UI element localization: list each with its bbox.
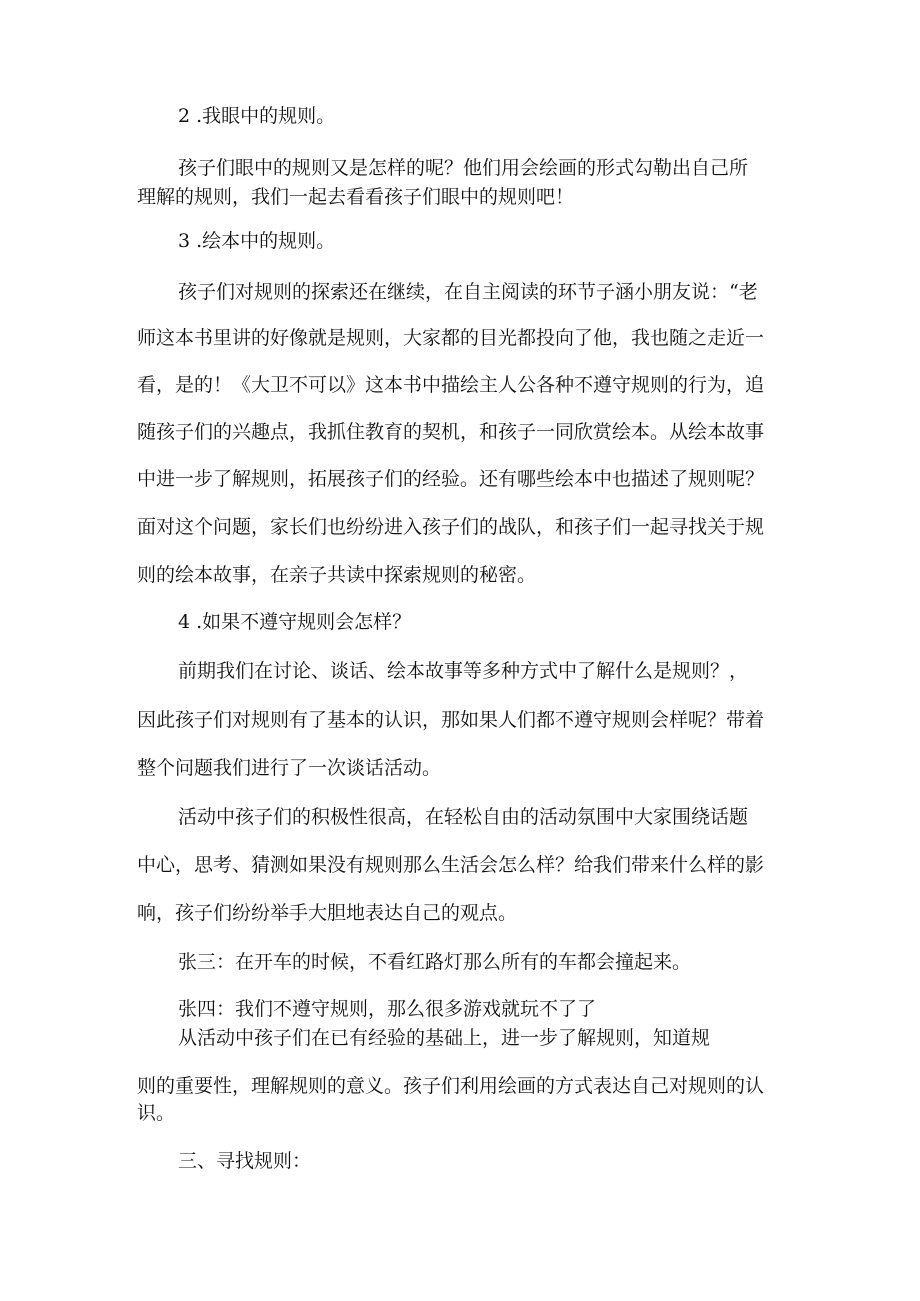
paragraph-line: 孩子们对规则的探索还在继续，在自主阅读的环节子涵小朋友说：“老	[178, 281, 758, 303]
paragraph-line: 面对这个问题，家长们也纷纷进入孩子们的战队，和孩子们一起寻找关于规	[137, 516, 765, 538]
paragraph-line: 因此孩子们对规则有了基本的认识，那如果人们都不遵守规则会样呢？带着	[137, 709, 765, 731]
section-heading-2: 2 .我眼中的规则。	[178, 105, 336, 127]
paragraph-line: 孩子们眼中的规则又是怎样的呢？他们用会绘画的形式勾勒出自己所	[178, 157, 749, 179]
paragraph-line: 则的绘本故事，在亲子共读中探索规则的秘密。	[137, 564, 537, 586]
paragraph-line: 中进一步了解规则，拓展孩子们的经验。还有哪些绘本中也描述了规则呢？	[137, 468, 765, 490]
paragraph-line: 前期我们在讨论、谈话、绘本故事等多种方式中了解什么是规则？，	[178, 660, 749, 682]
paragraph-line: 活动中孩子们的积极性很高，在轻松自由的活动氛围中大家围绕话题	[178, 806, 749, 828]
section-heading-4: 4 .如果不遵守规则会怎样？	[178, 611, 412, 633]
paragraph-line: 中心，思考、猜测如果没有规则那么生活会怎么样？给我们带来什么样的影	[137, 854, 765, 876]
paragraph-line: 看，是的！《大卫不可以》这本书中描绘主人公各种不遵守规则的行为，追	[137, 374, 765, 396]
paragraph-line: 师这本书里讲的好像就是规则，大家都的目光都投向了他，我也随之走近一	[137, 327, 765, 349]
section-heading-three: 三、寻找规则：	[178, 1150, 312, 1172]
dialogue-line: 张三：在开车的时候，不看红路灯那么所有的车都会撞起来。	[178, 951, 692, 973]
paragraph-line: 随孩子们的兴趣点，我抓住教育的契机，和孩子一同欣赏绘本。从绘本故事	[137, 421, 765, 443]
dialogue-line: 张四：我们不遵守规则，那么很多游戏就玩不了了	[178, 998, 597, 1020]
paragraph-line: 整个问题我们进行了一次谈话活动。	[137, 757, 442, 779]
paragraph-line: 响，孩子们纷纷举手大胆地表达自己的观点。	[137, 902, 518, 924]
paragraph-line: 则的重要性，理解规则的意义。孩子们利用绘画的方式表达自己对规则的认	[137, 1075, 765, 1097]
paragraph-line: 从活动中孩子们在已有经验的基础上，进一步了解规则，知道规	[178, 1027, 711, 1049]
paragraph-line: 理解的规则，我们一起去看看孩子们眼中的规则吧！	[137, 186, 575, 208]
paragraph-line: 识。	[137, 1102, 176, 1124]
section-heading-3: 3 .绘本中的规则。	[178, 230, 336, 252]
